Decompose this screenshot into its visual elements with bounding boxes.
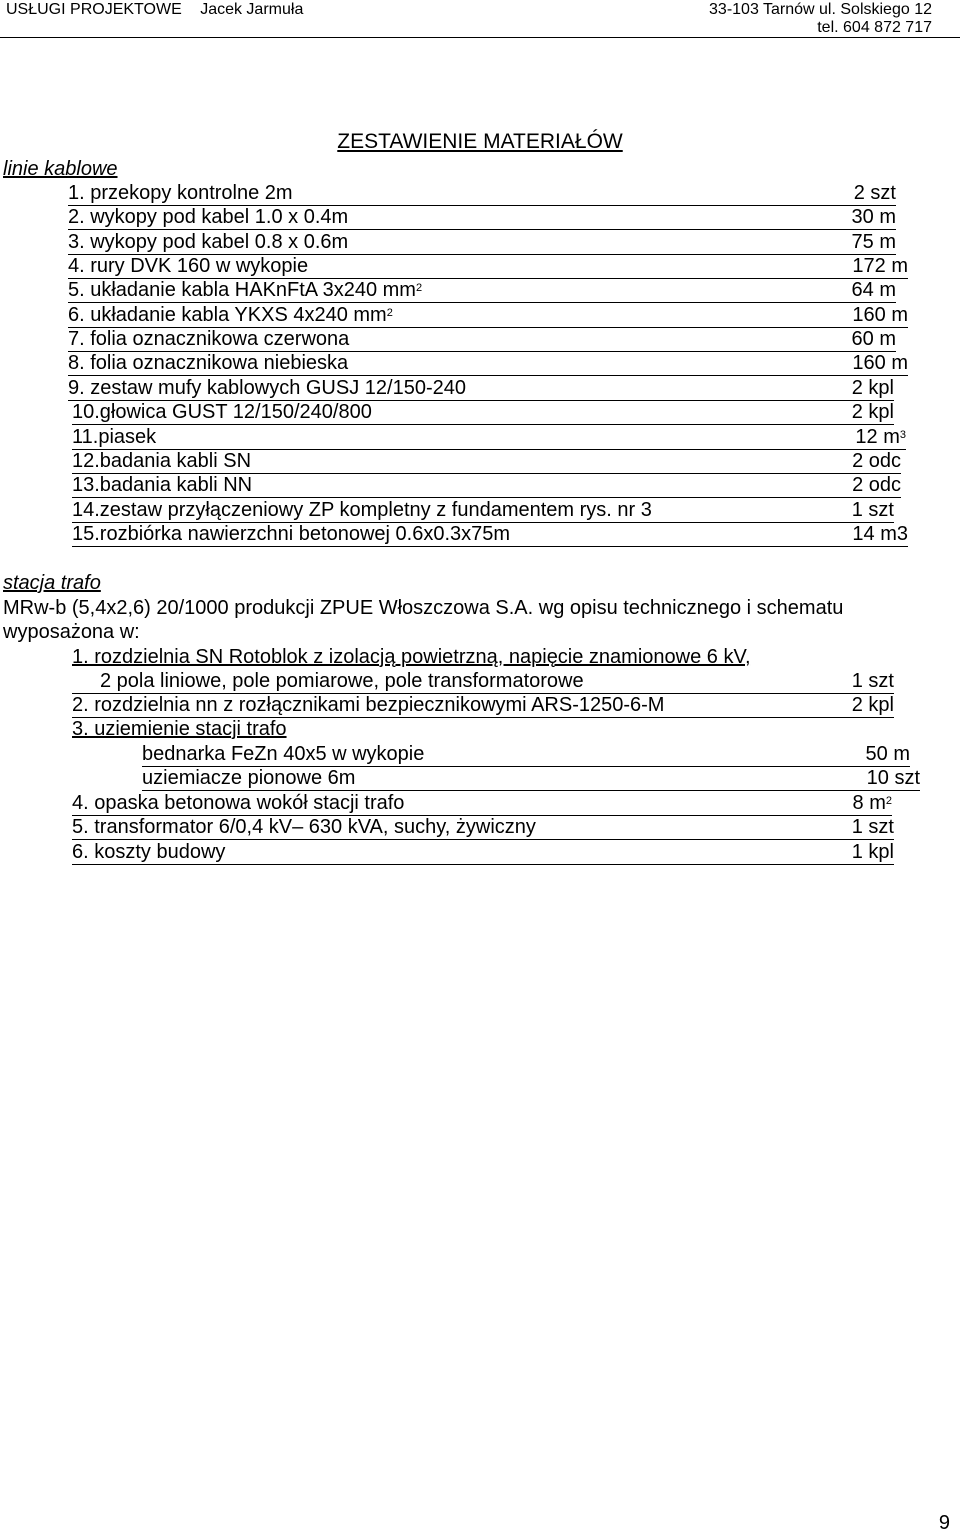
list-item (68, 181, 896, 206)
item-qty: 160 m (852, 304, 908, 326)
item-desc: 8. folia oznacznikowa niebieska (68, 352, 349, 374)
item-qty: 64 m (851, 279, 896, 301)
station-intro: MRw-b (5,4x2,6) 20/1000 produkcji ZPUE Włoszczowa S.A. wg opisu technicznego i schematu wyposażona w: (3, 597, 844, 643)
list-item (72, 425, 906, 450)
station-item-5 (72, 815, 894, 840)
item-desc (68, 303, 393, 327)
list-item (68, 230, 896, 255)
header-rule (0, 37, 960, 38)
item-desc: 9. zestaw mufy kablowych GUSJ 12/150-240 (68, 377, 466, 399)
item-qty (855, 425, 906, 449)
item-qty: 50 m (865, 743, 910, 765)
header-phone: tel. 604 872 717 (817, 19, 932, 36)
item-qty: 2 kpl (851, 377, 894, 399)
item-qty: 75 m (851, 231, 896, 253)
item-qty: 30 m (851, 206, 896, 228)
item-desc: uziemiacze pionowe 6m (142, 767, 356, 789)
item-qty: 172 m (852, 255, 908, 277)
item-desc: 4. rury DVK 160 w wykopie (68, 255, 309, 277)
station-item-1 (72, 669, 894, 694)
page-header (0, 0, 960, 38)
item-qty: 2 kpl (851, 694, 894, 716)
station-item-3a (142, 742, 910, 767)
item-desc: bednarka FeZn 40x5 w wykopie (142, 743, 425, 765)
item-desc: 2. rozdzielnia nn z rozłącznikami bezpiecznikowymi ARS-1250-6-M (72, 694, 665, 716)
list-item (68, 205, 896, 230)
item-qty: 1 szt (851, 816, 894, 838)
item-qty: 2 kpl (851, 401, 894, 423)
list-item (68, 327, 896, 352)
item-qty: 10 szt (866, 767, 920, 789)
section-heading-cables: linie kablowe (3, 158, 118, 180)
list-item (68, 254, 908, 279)
station-item-3: 3. uziemienie stacji trafo (72, 718, 287, 740)
title-text: ZESTAWIENIE MATERIAŁÓW (337, 130, 623, 153)
item-desc: 13.badania kabli NN (72, 474, 253, 496)
station-item-3b (142, 766, 920, 791)
item-qty: 60 m (851, 328, 896, 350)
item-desc: 5. transformator 6/0,4 kV– 630 kVA, suchy, żywiczny (72, 816, 536, 838)
item-desc: 1. przekopy kontrolne 2m (68, 182, 293, 204)
list-item (72, 522, 908, 547)
item-desc: 14.zestaw przyłączeniowy ZP kompletny z fundamentem rys. nr 3 (72, 499, 652, 521)
item-desc: 10.głowica GUST 12/150/240/800 (72, 401, 372, 423)
item-desc (68, 278, 422, 302)
item-qty: 2 szt (853, 182, 896, 204)
item-desc-text: 6. układanie kabla YKXS 4x240 mm (68, 304, 387, 326)
item-desc: 3. wykopy pod kabel 0.8 x 0.6m (68, 231, 349, 253)
section-heading-station: stacja trafo (3, 572, 101, 594)
item-desc-text: 5. układanie kabla HAKnFtA 3x240 mm (68, 279, 416, 301)
list-item (72, 449, 901, 474)
item-desc: 11.piasek (72, 426, 157, 448)
item-qty-sup: 3 (899, 429, 906, 441)
item-qty: 2 odc (852, 474, 901, 496)
list-item (68, 376, 894, 401)
header-address: 33-103 Tarnów ul. Solskiego 12 (709, 1, 932, 18)
page-number: 9 (938, 1512, 950, 1534)
list-item (72, 400, 894, 425)
item-qty-text: 8 m (852, 792, 886, 814)
list-item (68, 278, 896, 303)
list-item (68, 351, 908, 376)
list-item (72, 473, 901, 498)
item-qty: 2 odc (852, 450, 901, 472)
item-desc: 15.rozbiórka nawierzchni betonowej 0.6x0.3x75m (72, 523, 511, 545)
item-desc: 4. opaska betonowa wokół stacji trafo (72, 792, 405, 814)
header-right (709, 1, 932, 37)
item-qty: 1 szt (851, 499, 894, 521)
list-item (72, 498, 894, 523)
item-desc: 2 pola liniowe, pole pomiarowe, pole transformatorowe (100, 670, 584, 692)
item-qty-text: 12 m (855, 426, 900, 448)
station-item-1-line1: 1. rozdzielnia SN Rotoblok z izolacją powietrzną, napięcie znamionowe 6 kV, (72, 646, 751, 668)
item-qty: 1 szt (851, 670, 894, 692)
item-qty-sup: 2 (885, 795, 892, 807)
item-desc: 6. koszty budowy (72, 841, 226, 863)
list-item (68, 303, 908, 328)
station-item-2 (72, 693, 894, 718)
header-left (6, 1, 317, 19)
item-desc-sup: 2 (386, 307, 393, 319)
item-desc-sup: 2 (415, 282, 423, 294)
item-qty: 160 m (852, 352, 908, 374)
document-title (0, 130, 960, 154)
item-qty (853, 791, 892, 815)
header-person: Jacek Jarmuła (200, 1, 304, 18)
item-desc: 2. wykopy pod kabel 1.0 x 0.4m (68, 206, 349, 228)
station-item-4 (72, 791, 892, 816)
header-company: USŁUGI PROJEKTOWE (6, 1, 182, 18)
station-item-6 (72, 840, 894, 865)
item-qty: 1 kpl (851, 841, 894, 863)
item-qty: 14 m3 (852, 523, 908, 545)
item-desc: 12.badania kabli SN (72, 450, 252, 472)
item-desc: 7. folia oznacznikowa czerwona (68, 328, 350, 350)
